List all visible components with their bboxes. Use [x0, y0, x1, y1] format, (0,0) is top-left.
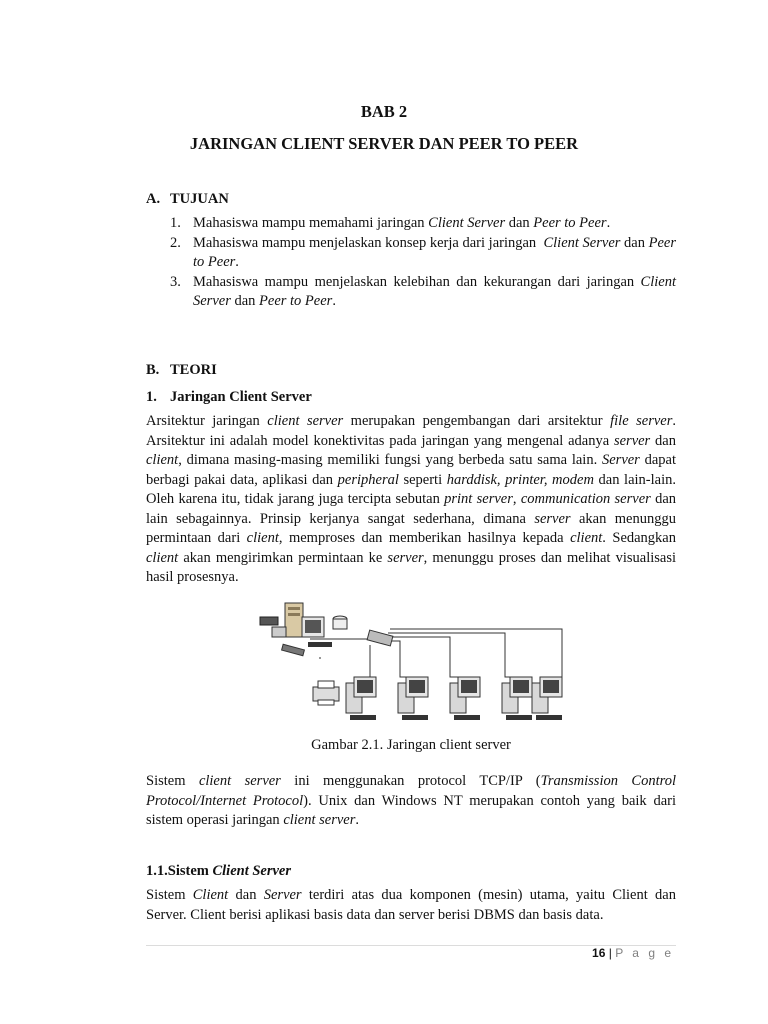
chapter-title: JARINGAN CLIENT SERVER DAN PEER TO PEER [189, 134, 579, 153]
page-word: P a g e [615, 946, 674, 960]
goal-italic: Peer to Peer [193, 234, 677, 270]
goal-italic: Client Server [193, 273, 676, 309]
goal-text: Mahasiswa mampu menjelaskan kelebihan dan kekurangan dari jaringan [193, 273, 641, 290]
footer-separator: | [608, 946, 612, 960]
goal-text: Mahasiswa mampu menjelaskan konsep kerja dari jaringan [193, 234, 544, 251]
goal-text: dan [505, 215, 534, 231]
client-computer-icon [346, 677, 376, 720]
goal-item [146, 214, 676, 234]
client-server-network-diagram [250, 597, 580, 727]
client-computer-icon [532, 677, 562, 720]
goal-number: 2. [170, 234, 181, 251]
paragraph-tcp-ip: Sistem client server ini menggunakan protocol TCP/IP (Transmission Control Protocol/Internet Protocol). Unix dan Windows NT merupakan contoh yang baik dari sistem operasi jaringan client server. [146, 773, 677, 828]
goal-italic: Client Server [543, 234, 621, 251]
section-a-title: TUJUAN [170, 191, 229, 207]
server-icon [260, 603, 347, 656]
client-computer-icon [502, 677, 532, 720]
subsection-1-1-italic: Client Server [212, 863, 292, 879]
chapter-number: BAB 2 [360, 102, 408, 121]
goal-text: . [332, 293, 336, 309]
goal-text: dan [230, 293, 260, 309]
goal-number: 3. [170, 273, 181, 290]
figure-caption: Gambar 2.1. Jaringan client server [311, 737, 511, 753]
subsection-title: Jaringan Client Server [170, 389, 312, 405]
client-computer-icon [450, 677, 480, 720]
goal-text: Mahasiswa mampu memahami jaringan [193, 215, 429, 231]
goal-text: dan [620, 234, 649, 251]
goal-text: . [606, 215, 611, 231]
client-computer-icon [398, 677, 428, 720]
network-switch-icon [367, 630, 393, 646]
subsection-1-1-heading [146, 863, 291, 880]
section-b-title: TEORI [170, 362, 217, 378]
paragraph-sistem: Sistem Client dan Server terdiri atas dua komponen (mesin) utama, yaitu Client dan Server. Client berisi aplikasi basis data dan server berisi DBMS dan basis data. [146, 887, 676, 923]
section-a-letter: A. [146, 191, 161, 207]
page-number: 16 [592, 946, 606, 960]
goal-text: . [235, 254, 239, 270]
paragraph-client-server: Arsitektur jaringan client server merupakan pengembangan dari arsitektur file server. Arsitektur ini adalah model konektivitas pada jaringan yang mengenal adanya server dan client, dimana masing-masing memiliki fungsi yang berbeda satu sama lain. Server dapat berbagi pakai data, aplikasi dan peripheral seperti harddisk, printer, modem dan lain-lain. Oleh karena itu, tidak jarang juga tercipta sebutan print server, communication server dan lain sebagainnya. Prinsip kerjanya sangat sederhana, dimana server akan menunggu permintaan dari client, memproses dan memberikan hasilnya kepada client. Sedangkan client akan mengirimkan permintaan ke server, menunggu proses dan melihat visualisasi hasil prosesnya. [146, 413, 677, 585]
subsection-number: 1. [146, 389, 157, 405]
goals-list [146, 214, 676, 312]
goal-item [146, 234, 676, 273]
section-b-letter: B. [146, 362, 160, 378]
goal-italic: Client Server [428, 215, 506, 231]
goal-italic: Peer to Peer [533, 215, 607, 231]
goal-number: 1. [170, 215, 181, 231]
page-footer [592, 946, 674, 960]
subsection-1-1-prefix: 1.1.Sistem [146, 863, 213, 879]
goal-italic: Peer to Peer [259, 293, 333, 309]
printer-icon [313, 681, 339, 705]
section-b-heading [146, 362, 217, 379]
subsection-heading [146, 389, 312, 406]
section-a-heading [146, 191, 229, 208]
goal-item [146, 273, 676, 312]
